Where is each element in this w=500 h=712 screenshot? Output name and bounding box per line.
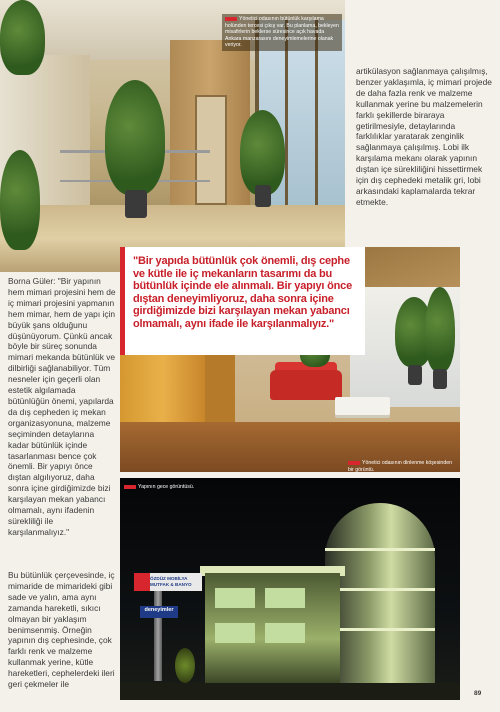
building-sign-secondary: deneyimler xyxy=(144,607,174,613)
building-photo xyxy=(120,478,460,700)
living-caption xyxy=(348,460,458,473)
text-column-left-bottom: Bu bütünlük çerçevesinde, iç mimaride de mimarideki gibi sade ve yalın, ama aynı zamanda hareketli, sıkıcı olmayan bir yaklaşım benimsenmiş. Örneğin yapının dış cephesinde, çok farklı renk ve malzeme kullanmak yerine, kütle hareketleri, cephelerdeki ileri geri çekmeler ile xyxy=(8,570,115,690)
pull-quote xyxy=(120,247,365,355)
building-caption-text: Yapının gece görüntüsü. xyxy=(138,484,195,490)
lobby-caption-text: Yönetici odasının bütünlük karşılama holünden tercesi çıkış var. Bu planlama, bekleyen misafirlerin beklerse süresince açık havada Ankara manzarasını deneyimlemelerine olanak veriyor. xyxy=(225,16,339,48)
living-caption-text: Yönetici odasının dinlenme köşesinden bir görüntü. xyxy=(348,460,452,473)
building-caption xyxy=(124,484,244,491)
pull-quote-text: "Bir yapıda bütünlük çok önemli, dış cephe ve kütle ile iç mekanların tasarımı da bu bütünlük içinde ele alınmalı. Bir yapıyı önce dıştan deneyimliyoruz, daha sonra içine girdiğimizde bizi karşılayan mekan yabancı olmamalı, aynı ifade ile karşılanmalıyız." xyxy=(133,255,353,330)
text-column-left: Borna Güler: "Bir yapının hem mimari projesini hem de iç mimari projesini yapmanın hem mimar, hem de yapı için büyük şans olduğunu düşünüyorum. Çünkü ancak böyle bir süreç sonunda mimari mekanda bütünlük ve dilbirliği sağlanabiliyor. Tüm nesneler için geçerli olan estetik algılamada bütünlüğün önemi, yapılarda da dış cepheden iç mekan organizasyonuna, malzeme seçiminden detaylarına kadar bütünlük içinde tasarlanması bence çok önemli. Bir yapıyı önce dıştan algılıyoruz, daha sonra içine girdiğimizde bizi karşılayan mekan yabancı olmamalı, aynı ifadenin sürekliliği ile karşılanmalıyız." xyxy=(8,276,116,537)
page-number: 89 xyxy=(474,690,482,697)
lobby-caption xyxy=(222,14,342,51)
building-sign-main: ÖZDÜZ MOBİLYA MUTFAK & BANYO xyxy=(150,576,192,587)
text-column-right-top: artikülasyon sağlanmaya çalışılmış, benzer yaklaşımla, iç mimari projede de daha fazla renk ve malzeme kullanmak yerine bu malzemelerin farklı şekillerde biraraya getirilmesiyle, detaylarında farklılıklar yaratarak zenginlik sağlanmaya çalışılmış. Lobi ilk karşılama mekanı olarak yapının dıştan içe sürekliliğini hissettirmek için dış cephedeki metalik gri, lobi arkasındaki kaplamalarda tekrar etmekte. xyxy=(356,66,492,207)
